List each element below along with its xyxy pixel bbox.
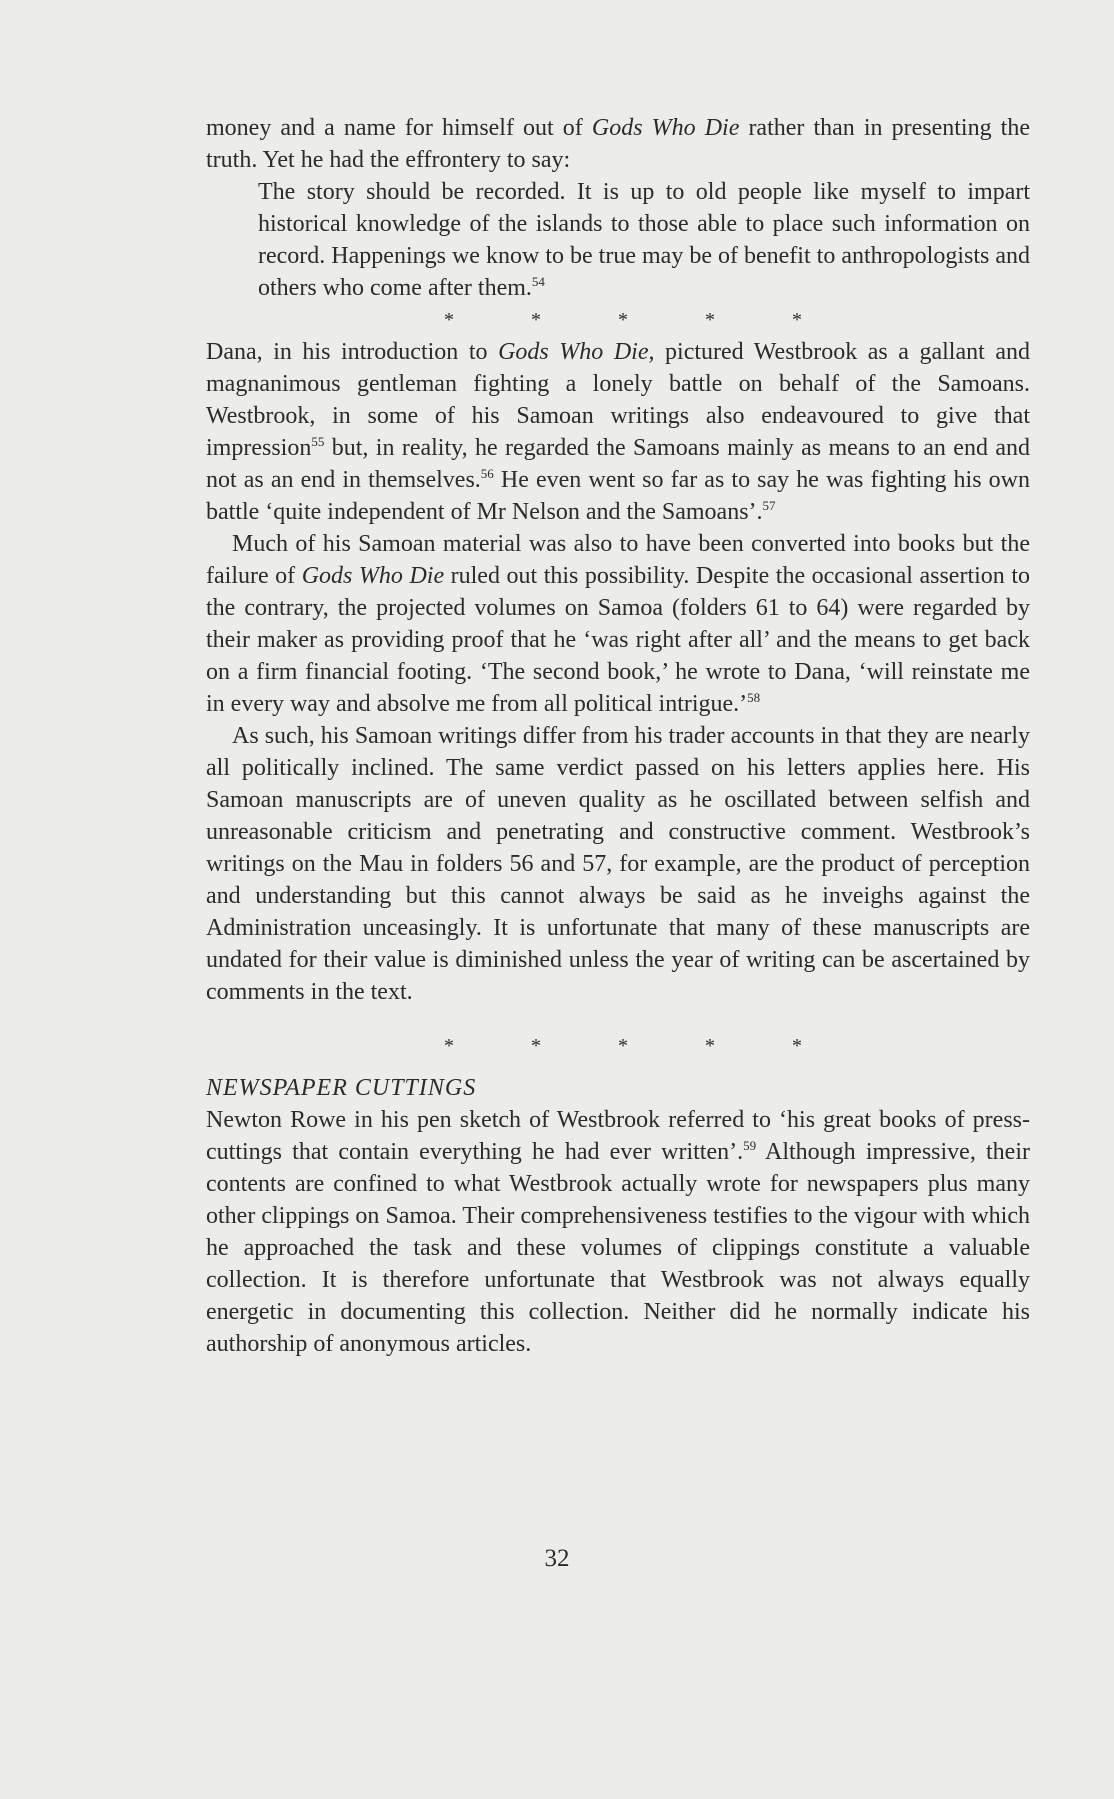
asterisk: * bbox=[792, 1035, 802, 1057]
asterisk: * bbox=[444, 309, 454, 331]
text-run: Although impressive, their contents are confined to what Westbrook actually wrote for newspapers plus many other clippings on Samoa. Their comprehensiveness testifies to the vigour with which he approached the task and these volumes of clippings constitute a valuable collection. It is therefore unfortunate that Westbrook was not always equally energetic in documenting this collection. Neither did he normally indicate his authorship of anonymous articles. bbox=[206, 1139, 1030, 1357]
text-run: Newton Rowe in his pen sketch of Westbrook referred to ‘his great books of press-cuttings that contain everything he had ever written’. bbox=[206, 1107, 1030, 1165]
section-separator bbox=[439, 304, 807, 336]
paragraph-continuation bbox=[206, 112, 1030, 176]
text-run: pictured Westbrook as a gallant and magnanimous gentleman fighting a lonely battle on behalf of the Samoans. Westbrook, in some of his Samoan writings also endeavoured to give that impression bbox=[206, 339, 1031, 461]
text-run: rather than in presenting the truth. Yet he had the effrontery to say: bbox=[206, 115, 1030, 173]
text-run: Much of his Samoan material was also to have been converted into books but the failure of bbox=[206, 531, 1030, 589]
text-run: Dana, in his introduction to bbox=[206, 339, 499, 365]
asterisk: * bbox=[531, 1035, 541, 1057]
footnote-ref: 56 bbox=[480, 466, 494, 481]
footnote-ref: 57 bbox=[762, 498, 776, 513]
text-run: He even went so far as to say he was fighting his own battle ‘quite independent of Mr Nelson and the Samoans’. bbox=[206, 467, 1030, 525]
body-text bbox=[206, 112, 1030, 1360]
asterisk: * bbox=[618, 1035, 628, 1057]
book-title: Gods Who Die bbox=[301, 563, 445, 589]
paragraph bbox=[206, 528, 1030, 720]
footnote-ref: 58 bbox=[747, 690, 761, 705]
section-heading: NEWSPAPER CUTTINGS bbox=[206, 1075, 477, 1101]
section-separator bbox=[439, 1030, 807, 1062]
asterisk: * bbox=[705, 1035, 715, 1057]
block-quote bbox=[258, 176, 1030, 304]
asterisk: * bbox=[705, 309, 715, 331]
book-title: Gods Who Die, bbox=[498, 339, 655, 365]
text-run: money and a name for himself out of bbox=[206, 115, 592, 141]
asterisk: * bbox=[792, 309, 802, 331]
footnote-ref: 55 bbox=[311, 434, 325, 449]
quote-text: The story should be recorded. It is up to old people like myself to impart historical knowledge of the islands to those able to place such information on record. Happenings we know to be true may be of benefit to anthropologists and others who come after them. bbox=[258, 179, 1030, 301]
footnote-ref: 54 bbox=[531, 274, 545, 289]
text-run: ruled out this possibility. Despite the occasional assertion to the contrary, the projected volumes on Samoa (folders 61 to 64) were regarded by their maker as providing proof that he ‘was right after all’ and the means to get back on a firm financial footing. ‘The second book,’ he wrote to Dana, ‘will reinstate me in every way and absolve me from all political intrigue.’ bbox=[206, 563, 1030, 717]
text-run: but, in reality, he regarded the Samoans mainly as means to an end and not as an end in themselves. bbox=[206, 435, 1030, 493]
paragraph: As such, his Samoan writings differ from his trader accounts in that they are nearly all politically inclined. The same verdict passed on his letters applies here. His Samoan manuscripts are of uneven quality as he oscillated between selfish and unreasonable criticism and penetrating and constructive comment. Westbrook’s writings on the Mau in folders 56 and 57, for example, are the product of perception and understanding but this cannot always be said as he inveighs against the Administration unceasingly. It is unfortunate that many of these manuscripts are undated for their value is diminished unless the year of writing can be ascertained by comments in the text. bbox=[206, 723, 1030, 1005]
book-title: Gods Who Die bbox=[591, 115, 740, 141]
asterisk: * bbox=[618, 309, 628, 331]
paragraph bbox=[206, 1104, 1030, 1360]
asterisk: * bbox=[531, 309, 541, 331]
asterisk: * bbox=[444, 1035, 454, 1057]
page-number: 32 bbox=[544, 1545, 570, 1572]
paragraph bbox=[206, 336, 1030, 528]
footnote-ref: 59 bbox=[743, 1138, 757, 1153]
